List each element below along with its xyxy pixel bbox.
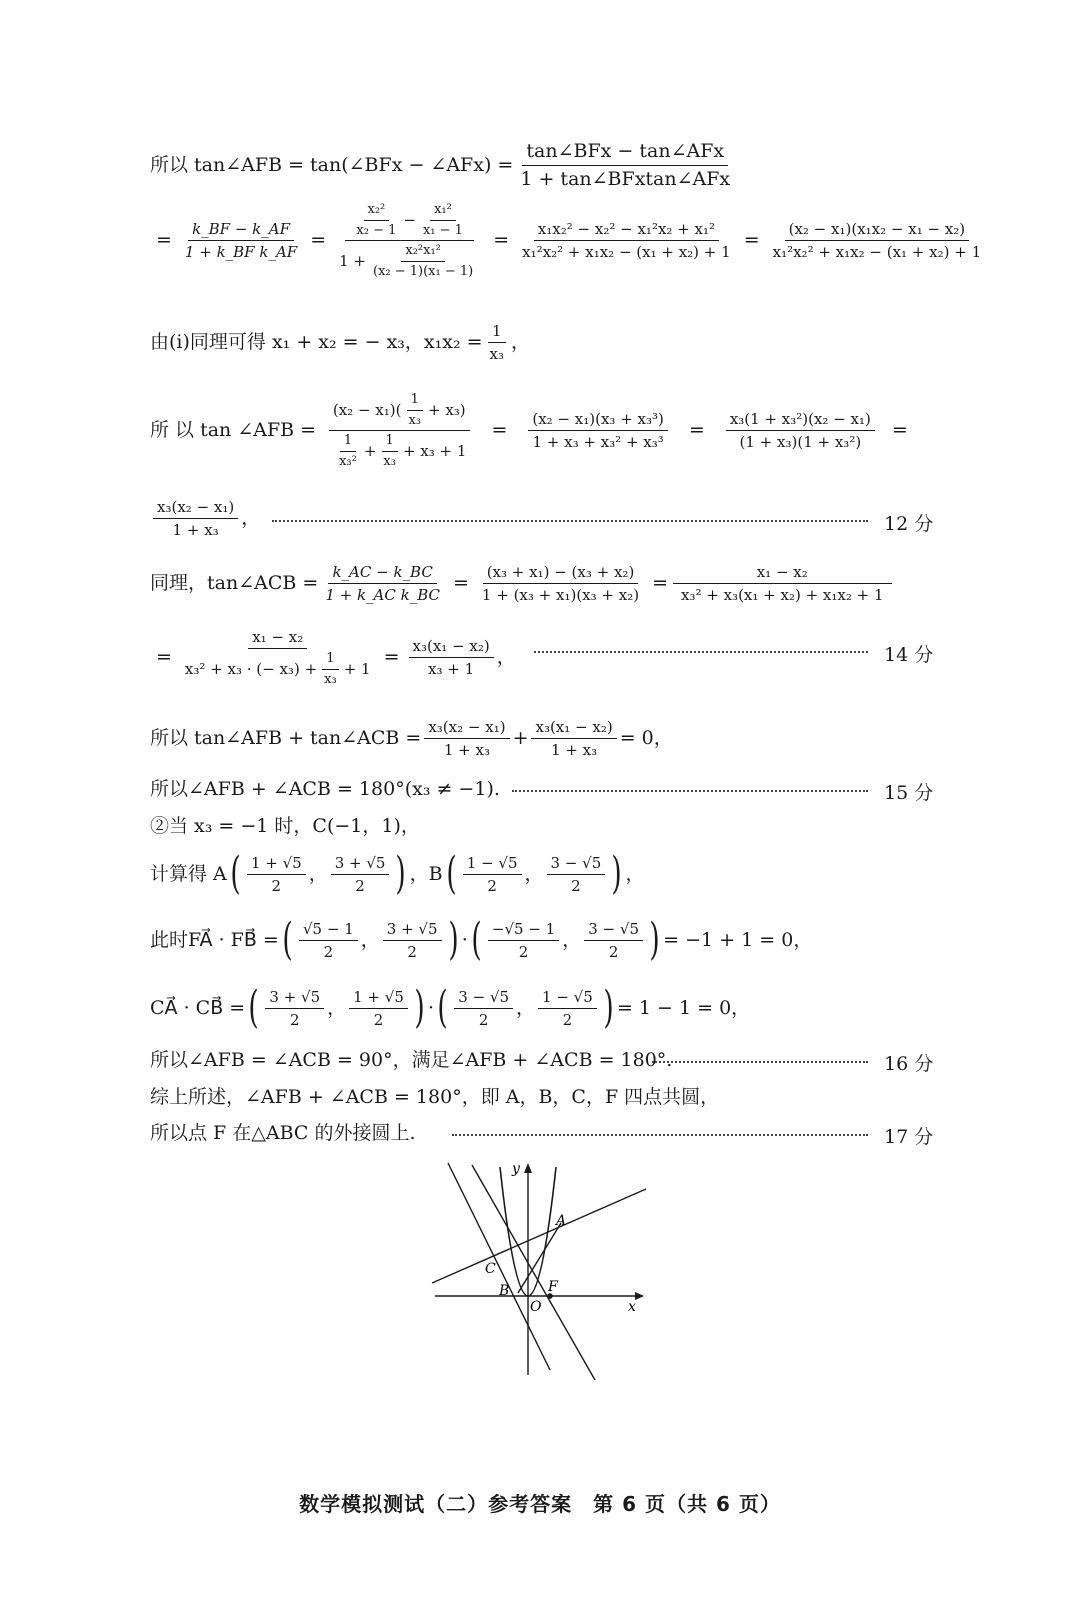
fraction [299, 920, 358, 961]
comma: ， [241, 507, 261, 530]
numerator: √5 − 1 [299, 920, 358, 941]
x-axis-arrow [635, 1292, 644, 1300]
score-15: 15 分 [884, 782, 934, 804]
denominator: x₁ − 1 [422, 222, 463, 238]
text: + x₃) [428, 401, 466, 420]
line-tan-afb-difference [150, 140, 737, 191]
numerator: 1 [322, 651, 338, 670]
dot-leader [452, 1134, 868, 1136]
equals: = [156, 229, 172, 252]
text: 此时FA⃗ · FB⃗ = [150, 928, 279, 951]
fraction [516, 140, 734, 191]
denominator: 2 [323, 942, 334, 961]
denominator: 1 + k_AC k_BC [325, 586, 440, 604]
numerator: 1 − √5 [463, 854, 522, 875]
y-axis-arrow [524, 1163, 532, 1173]
numerator: x₁² [430, 202, 456, 221]
label-y: y [512, 1161, 520, 1177]
dot-leader [512, 790, 868, 792]
fraction [488, 920, 559, 961]
denominator: 1 + x₃ [443, 741, 490, 759]
numerator: x₃(1 + x₃²)(x₂ − x₁) [726, 410, 875, 431]
equals: = [491, 419, 508, 442]
denominator: 2 [373, 1010, 384, 1029]
denominator: 2 [571, 876, 581, 895]
text: x₃² + x₃ · (− x₃) + [184, 660, 318, 679]
denominator: x₃ [408, 412, 421, 428]
numerator: 1 + √5 [247, 854, 306, 875]
denominator [181, 649, 375, 687]
numerator: tan∠BFx − tan∠AFx [522, 140, 728, 166]
numerator: k_AC − k_BC [328, 563, 436, 584]
score-17: 17 分 [884, 1126, 934, 1148]
equals: = [688, 419, 705, 442]
equals: = [743, 229, 760, 252]
line-tan-acb-substitute [150, 628, 516, 687]
comma: ， [496, 646, 516, 669]
comma: ， [511, 331, 531, 354]
label-b: B [499, 1283, 510, 1299]
fraction [352, 202, 400, 238]
fraction [531, 718, 616, 759]
text: 计算得 A [150, 862, 227, 885]
numerator [345, 202, 474, 241]
text: = −1 + 1 = 0， [663, 928, 813, 951]
page-footer: 数学模拟测试（二）参考答案 第 6 页（共 6 页） [299, 1492, 781, 1516]
denominator: 2 [407, 942, 417, 961]
denominator: 1 + (x₃ + x₁)(x₃ + x₂) [481, 586, 640, 604]
equals: = [493, 229, 510, 252]
fraction [518, 220, 735, 261]
left-paren: ( [471, 914, 482, 965]
tangent-line-a [432, 1189, 646, 1283]
left-paren: ( [437, 982, 448, 1033]
right-paren: ) [447, 914, 459, 965]
fraction [409, 637, 494, 678]
fraction [486, 322, 508, 363]
line-tan-afb-substitute [150, 392, 922, 469]
denominator: 1 + x₃ [172, 521, 219, 539]
denominator: (x₂ − 1)(x₁ − 1) [373, 263, 474, 279]
numerator: 1 [340, 433, 356, 452]
fraction [321, 563, 444, 604]
text: ，B [409, 862, 443, 885]
numerator: 3 − √5 [584, 920, 643, 941]
dot: · [461, 928, 468, 951]
right-paren: ) [414, 982, 425, 1033]
denominator: x₃ + 1 [428, 660, 475, 679]
comma: ， [308, 862, 328, 885]
comma: ， [516, 996, 536, 1019]
compound-fraction [335, 202, 484, 279]
denominator: x₁²x₂² + x₁x₂ − (x₁ + x₂) + 1 [772, 243, 982, 262]
fraction [528, 410, 668, 451]
numerator: (x₃ + x₁) − (x₃ + x₂) [483, 563, 639, 584]
denominator: 2 [487, 876, 497, 895]
text: CA⃗ · CB⃗ = [150, 996, 246, 1019]
denominator [328, 431, 470, 469]
text: + x₃ + 1 [402, 442, 467, 461]
numerator: x₃(x₁ − x₂) [531, 718, 616, 739]
right-paren: ) [611, 848, 623, 899]
numerator: 1 [488, 322, 506, 343]
line-fa-fb-dot [150, 914, 813, 965]
label-o: O [530, 1299, 542, 1315]
line-tan-afb-result [150, 498, 260, 539]
fraction [726, 410, 875, 451]
denominator: 2 [355, 876, 365, 895]
dot-leader [272, 520, 868, 522]
plus: + [363, 442, 377, 461]
numerator: x₃(x₂ − x₁) [424, 718, 509, 739]
score-12: 12 分 [884, 513, 934, 535]
fraction [247, 854, 306, 895]
equals: = [310, 229, 327, 252]
fraction [463, 854, 522, 895]
fraction [424, 718, 509, 759]
line-slope-expansion [150, 202, 988, 279]
fraction [379, 433, 400, 469]
text: 同理，tan∠ACB = [150, 572, 319, 595]
numerator: x₁x₂² − x₂² − x₁²x₂ + x₁² [534, 220, 719, 241]
numerator [329, 392, 470, 431]
numerator: 3 + √5 [383, 920, 442, 941]
parabola-figure [420, 1155, 660, 1385]
numerator: 3 − √5 [547, 854, 606, 875]
denominator: x₃ [324, 671, 337, 687]
score-14: 14 分 [884, 644, 934, 666]
denominator: 2 [518, 942, 529, 961]
denominator: 2 [478, 1010, 489, 1029]
dot-leader [652, 1061, 868, 1063]
left-paren: ( [446, 848, 457, 899]
fraction [769, 220, 986, 261]
text: (x₂ − x₁)( [332, 401, 402, 420]
fraction [153, 498, 238, 539]
fraction [265, 988, 324, 1029]
denominator: 1 + k_BF k_AF [184, 243, 298, 262]
fraction [454, 988, 513, 1029]
left-paren: ( [248, 982, 259, 1033]
dot: · [428, 996, 435, 1019]
fraction [320, 651, 341, 687]
denominator: 1 + x₃ + x₃² + x₃³ [532, 433, 664, 452]
numerator: 3 + √5 [331, 854, 390, 875]
fraction [369, 243, 477, 279]
fraction [349, 988, 408, 1029]
text: + 1 [343, 660, 371, 679]
denominator: x₃ [383, 453, 396, 469]
denominator: 2 [608, 942, 619, 961]
text: 由(i)同理可得 x₁ + x₂ = − x₃，x₁x₂ = [150, 331, 483, 354]
denominator: 2 [289, 1010, 300, 1029]
numerator: k_BF − k_AF [188, 220, 294, 241]
denominator: x₃² + x₃(x₁ + x₂) + x₁x₂ + 1 [681, 586, 884, 604]
plus: + [512, 727, 529, 750]
line-circumcircle: 所以点 F 在△ABC 的外接圆上. [150, 1122, 416, 1144]
fraction [383, 920, 442, 961]
right-paren: ) [395, 848, 407, 899]
comma: ， [625, 862, 645, 885]
text: = 0， [619, 727, 673, 750]
equals: = [156, 646, 172, 669]
numerator: −√5 − 1 [488, 920, 559, 941]
fraction [538, 988, 597, 1029]
right-paren: ) [603, 982, 614, 1033]
denominator: x₂ − 1 [356, 222, 397, 238]
numerator: x₃(x₂ − x₁) [153, 498, 238, 519]
numerator: 1 [407, 392, 423, 411]
left-paren: ( [282, 914, 293, 965]
numerator: 3 + √5 [265, 988, 324, 1009]
numerator: x₂² [364, 202, 390, 221]
numerator: x₁ − x₂ [673, 563, 892, 584]
denominator: 1 + x₃ [551, 741, 598, 759]
denominator [335, 241, 484, 279]
fraction [331, 854, 390, 895]
denominator: 2 [271, 876, 282, 895]
numerator: 1 + √5 [349, 988, 408, 1009]
equals: = [652, 572, 668, 595]
line-right-angles: 所以∠AFB = ∠ACB = 90°，满足∠AFB + ∠ACB = 180°. [150, 1049, 673, 1071]
compound-fraction [181, 628, 375, 687]
comma: ， [524, 862, 544, 885]
equals: = [383, 646, 400, 669]
denominator: 1 + tan∠BFxtan∠AFx [520, 167, 731, 190]
text: 1 + [339, 252, 366, 271]
line-compute-ab [150, 848, 645, 899]
comma: ， [327, 996, 347, 1019]
left-paren: ( [230, 848, 241, 899]
numerator: x₃(x₁ − x₂) [409, 637, 494, 658]
text: 所 以 tan ∠AFB = [150, 419, 317, 442]
fraction [181, 220, 301, 261]
fraction [404, 392, 425, 428]
label-c: C [485, 1261, 496, 1277]
numerator: x₂²x₁² [401, 243, 445, 262]
minus: − [403, 211, 416, 230]
denominator: x₃ [489, 345, 505, 363]
numerator: x₁ − x₂ [248, 628, 307, 649]
numerator: (x₂ − x₁)(x₁x₂ − x₁ − x₂) [785, 220, 970, 241]
compound-fraction [328, 392, 470, 469]
line-case-two: ②当 x₃ = −1 时，C(−1，1)， [150, 815, 420, 837]
line-ca-cb-dot [150, 982, 751, 1033]
denominator: x₁²x₂² + x₁x₂ − (x₁ + x₂) + 1 [522, 243, 731, 262]
text: 所以 tan∠AFB = tan(∠BFx − ∠AFx) = [150, 153, 514, 176]
line-vieta [150, 322, 530, 363]
fraction [584, 920, 643, 961]
fraction [547, 854, 606, 895]
denominator: (1 + x₃)(1 + x₃²) [739, 433, 862, 452]
text: = 1 − 1 = 0， [616, 996, 751, 1019]
fraction [478, 563, 643, 604]
numerator: (x₂ − x₁)(x₃ + x₃³) [528, 410, 668, 431]
line-conclusion: 综上所述，∠AFB + ∠ACB = 180°，即 A，B，C，F 四点共圆， [150, 1086, 720, 1108]
line-sum-zero [150, 718, 673, 759]
score-16: 16 分 [884, 1053, 934, 1075]
fraction [419, 202, 467, 238]
fraction [677, 563, 888, 604]
label-f: F [548, 1279, 558, 1295]
comma: ， [360, 928, 380, 951]
denominator: 2 [562, 1010, 573, 1029]
line-tan-acb [150, 563, 891, 604]
right-paren: ) [649, 914, 660, 965]
fraction [335, 433, 361, 469]
equals: = [453, 572, 469, 595]
numerator: 3 − √5 [454, 988, 513, 1009]
dot-leader [534, 651, 868, 653]
numerator: 1 − √5 [538, 988, 597, 1009]
equals: = [891, 419, 908, 442]
denominator: x₃² [339, 453, 357, 469]
line-angle-sum: 所以∠AFB + ∠ACB = 180°(x₃ ≠ −1). [150, 778, 500, 800]
text: 所以 tan∠AFB + tan∠ACB = [150, 727, 422, 750]
label-a: A [556, 1213, 567, 1229]
comma: ， [562, 928, 582, 951]
label-x: x [628, 1299, 636, 1315]
numerator: 1 [382, 433, 398, 452]
